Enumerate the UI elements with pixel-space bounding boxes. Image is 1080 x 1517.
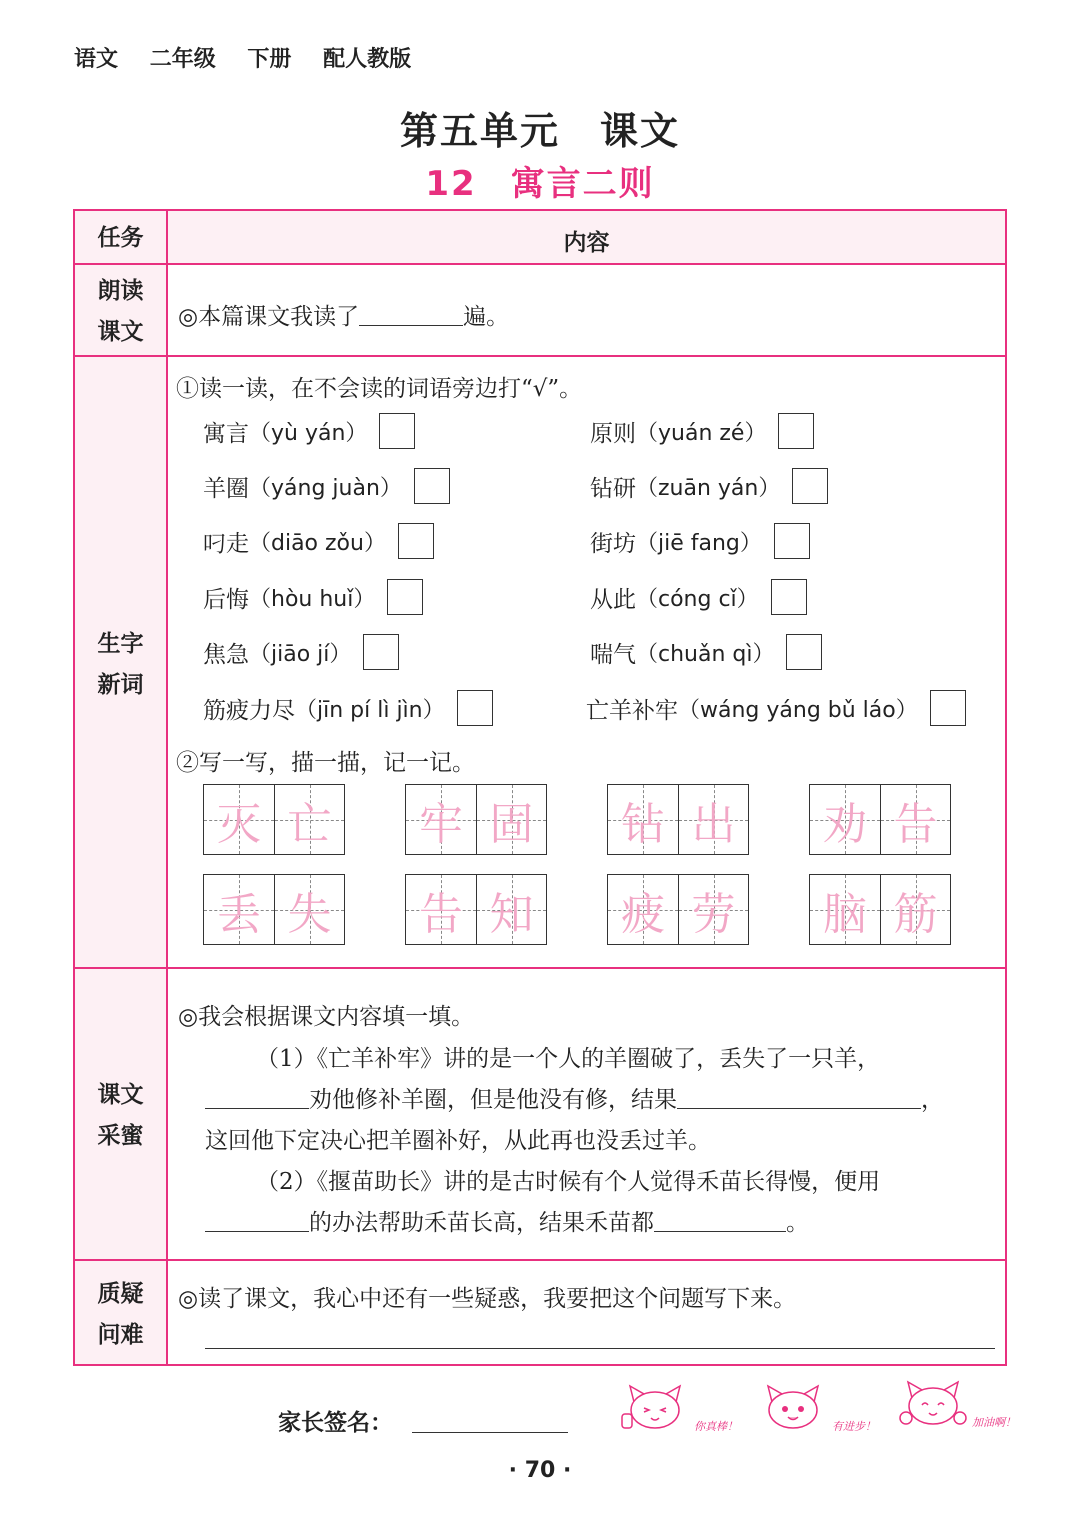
vocab-word [590,634,822,670]
trace-char: 告 [419,888,463,940]
questions-prompt: ◎读了课文，我心中还有一些疑惑，我要把这个问题写下来。 [178,1286,797,1312]
tracing-grid[interactable] [809,874,951,945]
check-box[interactable] [363,634,399,670]
q2-mid-text: 的办法帮助禾苗长高，结果禾苗都 [309,1210,654,1236]
trace-char: 失 [287,888,332,940]
word-pinyin: （yáng juàn） [249,475,402,501]
page-number: · 70 · [508,1458,572,1483]
q1-line-2 [205,1081,944,1114]
trace-char: 固 [489,798,534,850]
word-pinyin: （jīn pí lì jìn） [295,697,445,723]
q1-mid-text: 劝他修补羊圈，但是他没有修，结果 [309,1087,677,1113]
label-questions-1: 质疑 [97,1281,144,1307]
word-text: 原则 [590,420,636,447]
vocab-word [203,579,423,615]
vocab-instruction-1: ①读一读，在不会读的词语旁边打“√”。 [176,376,583,402]
word-text: 焦急 [203,641,249,668]
label-comprehension-2: 采蜜 [97,1123,144,1149]
reading-text-after: 遍。 [463,304,510,330]
trace-char: 疲 [621,888,665,940]
lesson-name: 寓言二则 [510,164,655,204]
q2-line-2 [205,1204,809,1237]
check-box[interactable] [387,579,423,615]
parent-sign-label: 家长签名： [278,1410,393,1436]
trace-char: 亡 [287,798,332,850]
q1-blank-result[interactable] [677,1087,921,1109]
subject-label: 语文 [74,47,119,72]
sticker-caption: 你真棒！ [694,1420,738,1433]
check-box[interactable] [457,690,493,726]
check-box[interactable] [930,690,966,726]
check-box[interactable] [771,579,807,615]
label-questions-2: 问难 [97,1322,144,1348]
word-text: 叼走 [203,530,249,557]
tracing-grid[interactable] [405,784,547,855]
sticker-caption: 加油啊！ [972,1416,1016,1429]
q1-line-3: 这回他下定决心把羊圈补好，从此再也没丢过羊。 [205,1128,711,1154]
word-text: 喘气 [590,641,636,668]
cat-smile-icon [758,1380,828,1436]
label-reading-2: 课文 [97,319,144,345]
lesson-title [0,156,1080,205]
label-reading-1: 朗读 [97,278,144,304]
cat-thumbs-up-icon [620,1380,690,1436]
cat-sticker [620,1380,738,1440]
cat-sticker [898,1376,1016,1436]
volume-label: 下册 [247,47,292,72]
grade-label: 二年级 [149,47,216,72]
word-text: 街坊 [590,530,636,557]
comprehension-intro: ◎我会根据课文内容填一填。 [178,1004,475,1030]
label-vocab-2: 新词 [97,672,144,698]
q2-blank-method[interactable] [205,1210,309,1232]
word-text: 钻研 [590,475,636,502]
word-text: 后悔 [203,586,249,613]
q2-blank-result[interactable] [654,1210,786,1232]
word-pinyin: （chuǎn qì） [636,641,775,667]
word-pinyin: （yuán zé） [636,420,767,446]
tracing-grid[interactable] [809,784,951,855]
q1-blank-who[interactable] [205,1087,309,1109]
column-divider [166,211,168,1364]
row-divider [75,967,1005,969]
row-divider [75,355,1005,357]
vocab-instruction-2: ②写一写，描一描，记一记。 [176,750,475,776]
header-task: 任务 [97,225,144,251]
edition-label: 配人教版 [323,47,412,72]
question-answer-line[interactable] [205,1348,995,1349]
check-box[interactable] [786,634,822,670]
trace-char: 灭 [217,798,261,850]
trace-char: 丢 [217,888,261,940]
task-column-bg [75,211,166,1364]
tracing-grid[interactable] [607,784,749,855]
word-pinyin: （jiē fang） [636,530,762,556]
trace-char: 钻 [621,798,665,850]
word-text: 从此 [590,586,636,613]
check-box[interactable] [379,413,415,449]
trace-char: 牢 [419,798,463,850]
word-text: 亡羊补牢 [586,697,678,724]
check-box[interactable] [398,523,434,559]
sticker-caption: 有进步！ [832,1420,876,1433]
word-pinyin: （hòu huǐ） [249,586,376,612]
vocab-word [203,690,493,726]
tracing-grid[interactable] [607,874,749,945]
q2-line-1: （2）《揠苗助长》讲的是古时候有个人觉得禾苗长得慢，便用 [256,1169,881,1195]
row-divider [75,263,1005,265]
row-divider [75,1259,1005,1261]
parent-sign-field[interactable] [412,1432,568,1433]
header-content: 内容 [563,230,610,256]
word-pinyin: （diāo zǒu） [249,530,386,556]
check-box[interactable] [778,413,814,449]
label-vocab-1: 生字 [97,631,144,657]
word-pinyin: （jiāo jí） [249,641,352,667]
vocab-word [586,690,966,726]
reading-text-before: ◎本篇课文我读了 [178,304,360,330]
trace-char: 脑 [823,888,867,940]
trace-char: 劳 [691,888,736,940]
vocab-word [203,634,399,670]
q1-line-1: （1）《亡羊补牢》讲的是一个人的羊圈破了，丢失了一只羊， [256,1046,881,1072]
check-box[interactable] [792,468,828,504]
reading-count-blank[interactable] [359,304,463,326]
word-pinyin: （wáng yáng bǔ láo） [678,697,918,723]
word-pinyin: （zuān yán） [636,475,781,501]
trace-char: 出 [691,798,736,850]
tracing-grid[interactable] [203,784,345,855]
book-meta [74,42,435,73]
check-box[interactable] [414,468,450,504]
vocab-word [590,413,814,449]
label-comprehension-1: 课文 [97,1082,144,1108]
word-pinyin: （cóng cǐ） [636,586,759,612]
vocab-word [590,468,828,504]
trace-char: 劝 [823,798,867,850]
word-text: 羊圈 [203,475,249,502]
unit-title: 第五单元 课文 [399,109,680,153]
word-pinyin: （yù yán） [249,420,368,446]
vocab-word [203,413,415,449]
vocab-word [590,523,810,559]
q2-end-text: 。 [786,1210,809,1236]
cat-sticker [758,1380,876,1440]
trace-char: 知 [489,888,534,940]
word-text: 寓言 [203,420,249,447]
cat-cheer-icon [898,1376,968,1432]
check-box[interactable] [774,523,810,559]
tracing-grid[interactable] [203,874,345,945]
tracing-grid[interactable] [405,874,547,945]
lesson-number: 12 [425,164,477,204]
vocab-word [590,579,807,615]
q1-end-text: ， [921,1087,944,1113]
reading-count-line [178,298,509,331]
trace-char: 筋 [893,888,938,940]
vocab-word [203,468,450,504]
vocab-word [203,523,434,559]
word-text: 筋疲力尽 [203,697,295,724]
trace-char: 告 [893,798,938,850]
